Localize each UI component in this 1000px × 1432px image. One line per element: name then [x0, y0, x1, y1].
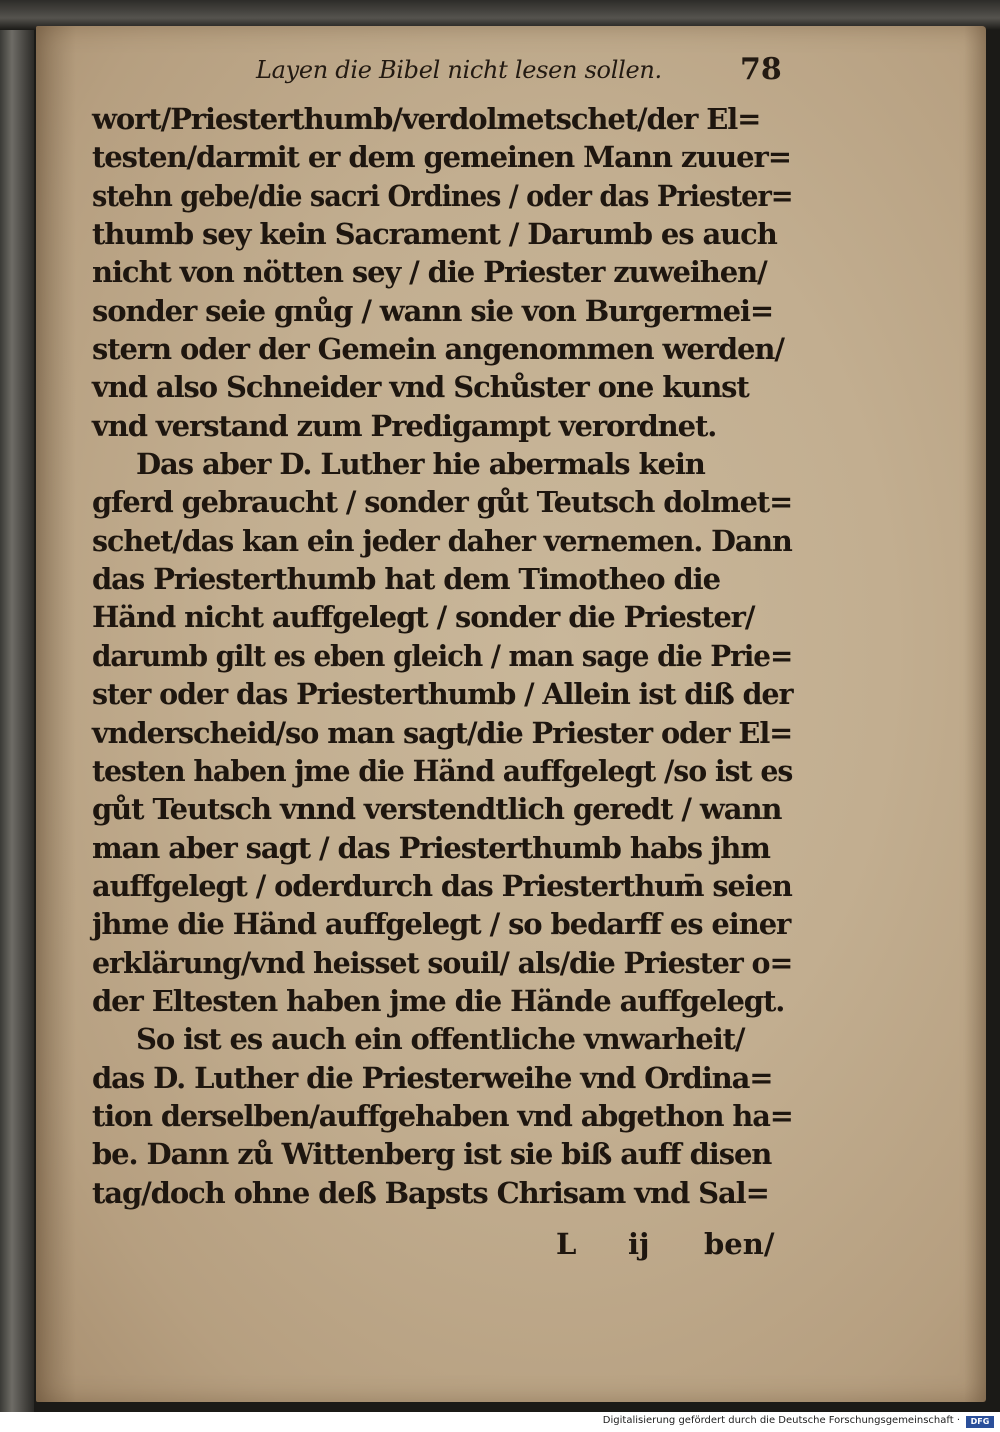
text-line: jhme die Händ auffgelegt / so bedarff es einer	[92, 907, 791, 942]
text-line: vnd also Schneider vnd Schůster one kunst	[92, 370, 749, 405]
text-line: tion derselben/auffgehaben vnd abgethon ha=	[92, 1098, 793, 1133]
text-line: tag/doch ohne deß Bapsts Chrisam vnd Sal=	[92, 1175, 769, 1210]
text-line: wort/Priesterthumb/verdolmetschet/der El=	[92, 102, 761, 136]
page-number: 78	[740, 52, 782, 87]
text-line: gůt Teutsch vnnd verstendtlich geredt / wann	[92, 792, 782, 827]
running-head: Layen die Bibel nicht lesen sollen.	[256, 56, 662, 84]
text-line: Händ nicht auffgelegt / sonder die Priester/	[92, 600, 755, 635]
text-line: sonder seie gnůg / wann sie von Burgermei=	[92, 293, 774, 328]
body-text	[92, 100, 792, 1212]
catchword: ben/	[704, 1227, 775, 1261]
text-line: thumb sey kein Sacrament / Darumb es auch	[92, 217, 777, 252]
text-line: darumb gilt es eben gleich / man sage die Prie=	[92, 638, 793, 673]
text-line: das Priesterthumb hat dem Timotheo die	[92, 562, 720, 597]
footer-banner	[0, 1412, 1000, 1432]
text-line: auffgelegt / oderdurch das Priesterthum̄ seien	[92, 868, 792, 903]
text-line: man aber sagt / das Priesterthumb habs jhm	[92, 830, 770, 865]
funding-credit: Digitalisierung gefördert durch die Deutsche Forschungsgemeinschaft ·	[602, 1415, 960, 1426]
binding-shadow	[0, 0, 34, 1412]
page-edge-shading	[964, 26, 986, 1402]
text-line: be. Dann zů Wittenberg ist sie biß auff disen	[92, 1137, 772, 1172]
text-line: stern oder der Gemein angenommen werden/	[92, 332, 784, 367]
text-line: schet/das kan ein jeder daher vernemen. Dann	[92, 523, 792, 558]
text-line: ster oder das Priesterthumb / Allein ist diß der	[92, 677, 793, 712]
text-line: testen haben jme die Händ auffgelegt /so ist es	[92, 753, 793, 788]
text-line: vnderscheid/so man sagt/die Priester oder El=	[92, 715, 793, 750]
text-line: das D. Luther die Priesterweihe vnd Ordina=	[92, 1060, 773, 1095]
text-line: Das aber D. Luther hie abermals kein	[136, 447, 705, 482]
text-line: der Eltesten haben jme die Hände auffgelegt.	[92, 983, 785, 1018]
text-line: erklärung/vnd heisset souil/ als/die Priester o=	[92, 945, 793, 980]
signature-leaf: ij	[628, 1227, 650, 1261]
signature-mark: L	[556, 1227, 577, 1261]
text-line: nicht von nötten sey / die Priester zuweihen/	[92, 255, 767, 290]
text-line: testen/darmit er dem gemeinen Mann zuuer=	[92, 140, 791, 175]
text-line: So ist es auch ein offentliche vnwarheit/	[136, 1022, 745, 1057]
text-line: gferd gebraucht / sonder gůt Teutsch dolmet=	[92, 485, 793, 520]
dfg-logo: DFG	[966, 1416, 994, 1428]
gutter-shading	[36, 26, 76, 1402]
text-line: vnd verstand zum Predigampt verordnet.	[92, 408, 717, 443]
text-line: stehn gebe/die sacri Ordines / oder das Priester=	[92, 178, 793, 213]
